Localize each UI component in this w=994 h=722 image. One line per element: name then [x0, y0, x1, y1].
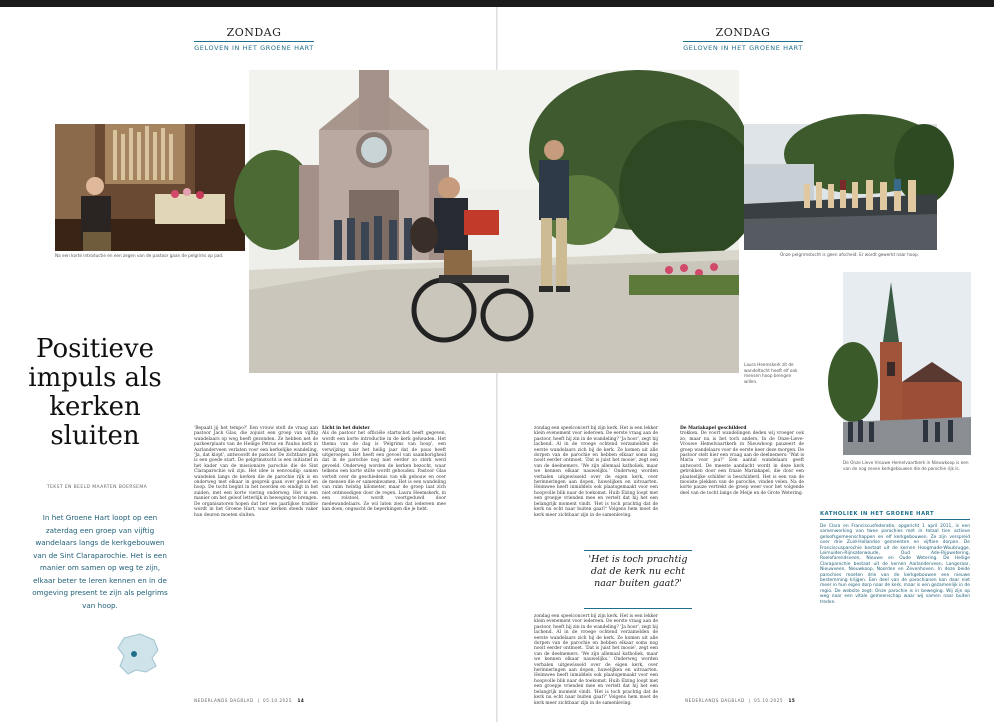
right-footer-page: 15 [788, 698, 796, 703]
main-pilgrimage-photo [249, 70, 739, 373]
quote-rule-bottom [584, 608, 692, 609]
right-body-column-2 [680, 426, 804, 676]
main-photo-caption: Laura Heemskerk zit de wandeltocht heeft elf ook mensen hoop brengen willen. [744, 362, 798, 384]
right-section-header [683, 26, 803, 52]
left-section-header [194, 26, 314, 52]
left-footer: NEDERLANDS DAGBLAD | 05.10.2025 14 [194, 698, 305, 703]
right-footer: NEDERLANDS DAGBLAD | 05.10.2025 15 [685, 698, 796, 703]
right-body-column-1-cont [534, 614, 658, 706]
left-footer-page: 14 [297, 698, 305, 703]
pilgrims-road-photo [744, 124, 937, 250]
left-col2-subhead: Licht in het duister [322, 426, 370, 431]
info-box-text [820, 524, 970, 676]
left-body-column-2 [322, 426, 446, 676]
left-section-day: ZONDAG [226, 26, 282, 39]
info-box-body: De Clara en Franciscusfederatie, opgericht 1 april 2011, is een samenwerking van twee parochies met in totaal tien actieve geloofsgemeenschappen en elf kerkgebouwen. Ze zijn verspreid over drie Zuid-Hollandse gemeenten en vijftien dorpen. De Franciscusparochie bestaat uit de kernen Hoogmade-Woubrugge, Leimuiden-Rijnsaterwoude, Oud Ade-Rijpwetering, Roelofarendsveen, Nieuwe en Oude Wetering. De Heilige Claraparochie bestaat uit de kernen Aarlanderveen, Langeraar, Nieuwveen, Nieuwkoop, Noorden en Zevenhoven. In deze beide parochies moeten drie van de kerkgebouwen een nieuwe bestemming krijgen. Een deel van de parochianen kan daar niet meer in hun eigen dorp naar de kerk, maar is een gezamenlijk in de regio. De website zegt: Onze parochie is in beweging. Wij zijn op weg naar een vitale gemeenschap waar wij samen naar buiten treden. [820, 524, 970, 605]
left-section-sub: GELOVEN IN HET GROENE HART [194, 41, 314, 52]
article-headline: Positieve impuls als kerken sluiten [28, 334, 162, 451]
church-interior-photo [55, 124, 245, 251]
pull-quote: 'Het is toch prachtig dat de kerk nu echt naar buiten gaat?' [588, 554, 688, 589]
right-body-col1-text: zondag een speelconcert bij zijn kerk. Het is een lekker klein evenement voor iedereen. De eerste vraag aan de pastoor, heeft hij zin in de wandeling? 'Ja hoor', zegt hij lachend. Al in de vroege ochtend verzamelden de eerste wandelaars zich bij de kerk. Ze komen uit alle dorpen van de parochie en hebben elkaar soms nog nooit eerder ontmoet. 'Dat is juist het mooie', zegt een van de deelnemers. 'We zijn allemaal katholiek, maar we kennen elkaar nauwelijks.' Onderweg worden verhalen uitgewisseld over de eigen kerk, over herinneringen aan dopen, huwelijken en uitvaarten. Heimwee heeft inmiddels ook plaatsgemaakt voor een hoopvolle blik naar de toekomst. Huib Elzing loopt met een groepje vrienden mee en vertelt dat hij het een belangrijk moment vindt. 'Het is toch prachtig dat de kerk nu echt naar buiten gaat?' Volgens hem moet de kerk meer zichtbaar zijn in de samenleving. [534, 426, 658, 518]
left-body-col2-text: Als de pastoor het officiële startschot heeft gegeven, wordt een korte introductie in de kerk gehouden. Het thema van de dag is 'Pelgrims van hoop', een verwijzing naar het heilig jaar dat de paus heeft uitgeroepen. Het heeft een gevoel van saamhorigheid dat in de parochie nog niet eerder zo sterk werd gevoeld. Onderweg worden de kerken bezocht, waar telkens een korte stilte wordt gehouden. Pastoor Glas vertelt over de geschiedenis van elk gebouw en over de mensen die er samenkwamen. Het is een wandeling van ruim twintig kilometer, maar de groep laat zich niet ontmoedigen door de regen. Laura Heemskerk, in een rolstoel, wordt voortgeduwd door medewandelaars. Ze wil laten zien dat iedereen mee kan doen, ongeacht de beperkingen die je hebt. [322, 431, 446, 513]
church-tower-photo [843, 272, 971, 455]
right-body-col1-text-cont: zondag een speelconcert bij zijn kerk. Het is een lekker klein evenement voor iedereen. De eerste vraag aan de pastoor, heeft hij zin in de wandeling? 'Ja hoor', zegt hij lachend. Al in de vroege ochtend verzamelden de eerste wandelaars zich bij de kerk. Ze komen uit alle dorpen van de parochie en hebben elkaar soms nog nooit eerder ontmoet. 'Dat is juist het mooie', zegt een van de deelnemers. 'We zijn allemaal katholiek, maar we kennen elkaar nauwelijks.' Onderweg worden verhalen uitgewisseld over de eigen kerk, over herinneringen aan dopen, huwelijken en uitvaarten. Heimwee heeft inmiddels ook plaatsgemaakt voor een hoopvolle blik naar de toekomst. Huib Elzing loopt met een groepje vrienden mee en vertelt dat hij het een belangrijk moment vindt. 'Het is toch prachtig dat de kerk nu echt naar buiten gaat?' Volgens hem moet de kerk meer zichtbaar zijn in de samenleving. [534, 614, 658, 706]
left-body-column-1 [194, 426, 318, 676]
right-section-day: ZONDAG [715, 26, 771, 39]
left-footer-paper: NEDERLANDS DAGBLAD [194, 698, 254, 703]
road-photo-caption: Onze pelgrimstocht is geen afscheid. Er wordt gewerkt naar hoop. [780, 252, 920, 257]
organ-photo-caption: Na een korte introductie en een zegen van de pastoor gaan de pelgrims op pad. [55, 253, 224, 258]
right-section-sub: GELOVEN IN HET GROENE HART [683, 41, 803, 52]
church-tower-caption: De Onze Lieve Vrouwe Hemelvaartkerk in Nieuwkoop is een van de nog zeven kerkgebouwen die de parochie rijk is. [843, 460, 969, 471]
right-footer-paper: NEDERLANDS DAGBLAD [685, 698, 745, 703]
top-edge-bar [0, 0, 994, 7]
left-footer-date: 05.10.2025 [263, 698, 293, 703]
article-byline: TEKST EN BEELD MAARTEN BOERSEMA [46, 485, 148, 490]
right-body-col2-text: trokken. De voort wandelingen deden wij vroeger ook zo, maar nu is het toch anders. In de Onze-Lieve-Vrouwe Hemelvaartkerk in Nieuwkoop pauzeert de groep wandelaars voor de eerste keer deze morgen. De pastoor stelt hier een vraag aan de deelnemers: 'Wat is Maria voor jou?' Een aantal wandelaars geeft antwoord. De meeste aandacht wordt in deze kerk getrokken door een fraaie Mariakapel, die door een plaatselijke schilder is beschilderd. Het is een van de mooiste plekken van de parochie, vinden velen. Na de korte pauze vertrekt de groep weer voor het volgende deel van de tocht langs de Meije en de Grote Wetering. [680, 431, 804, 496]
right-col2-subhead: De Mariakapel geschilderd [680, 426, 747, 431]
info-box-title: KATHOLIEK IN HET GROENE HART [820, 511, 970, 520]
netherlands-map-icon [110, 632, 170, 676]
quote-rule-top [584, 550, 692, 551]
article-lead: In het Groene Hart loopt op een zaterdag een groep van vijftig wandelaars langs de kerkgebouwen van de Sint Claraparochie. Het is een manier om samen op weg te zijn, elkaar beter te leren kennen en in de omgeving present te zijn als pelgrims van hoop. [32, 513, 168, 610]
left-body-col1-text: 'Bepaalt jij het tempo?' Een vrouw stelt de vraag aan pastoor Jack Glas, die zojuist een groep van vijftig wandelaars op weg heeft gezonden. Ze hebben net de parkeerplaats van de Heilige Petrus en Paulus kerk in Aarlanderveen verlaten voor een kerkelijke wandeling, 'Ja, dat klopt', antwoordt de pastoor. De zichtbare plek is een goede start. De pelgrimstocht is een initiatief in het kader van de missionaire parochie die de Sint Claraparochie wil zijn. Het idee is eenvoudig: samen wandelen langs de kerken die de parochie rijk is en onderweg met elkaar in gesprek gaan over geloof en hoop. De tocht begint in het noorden en eindigt in het zuiden, met een korte viering onderweg. Het is een manier om het geloof letterlijk in beweging te brengen. De organisatoren hopen dat het een jaarlijkse traditie wordt in het Groene Hart, waar kerken steeds vaker hun deuren moeten sluiten. [194, 426, 318, 518]
right-footer-date: 05.10.2025 [754, 698, 784, 703]
right-body-column-1 [534, 426, 658, 544]
